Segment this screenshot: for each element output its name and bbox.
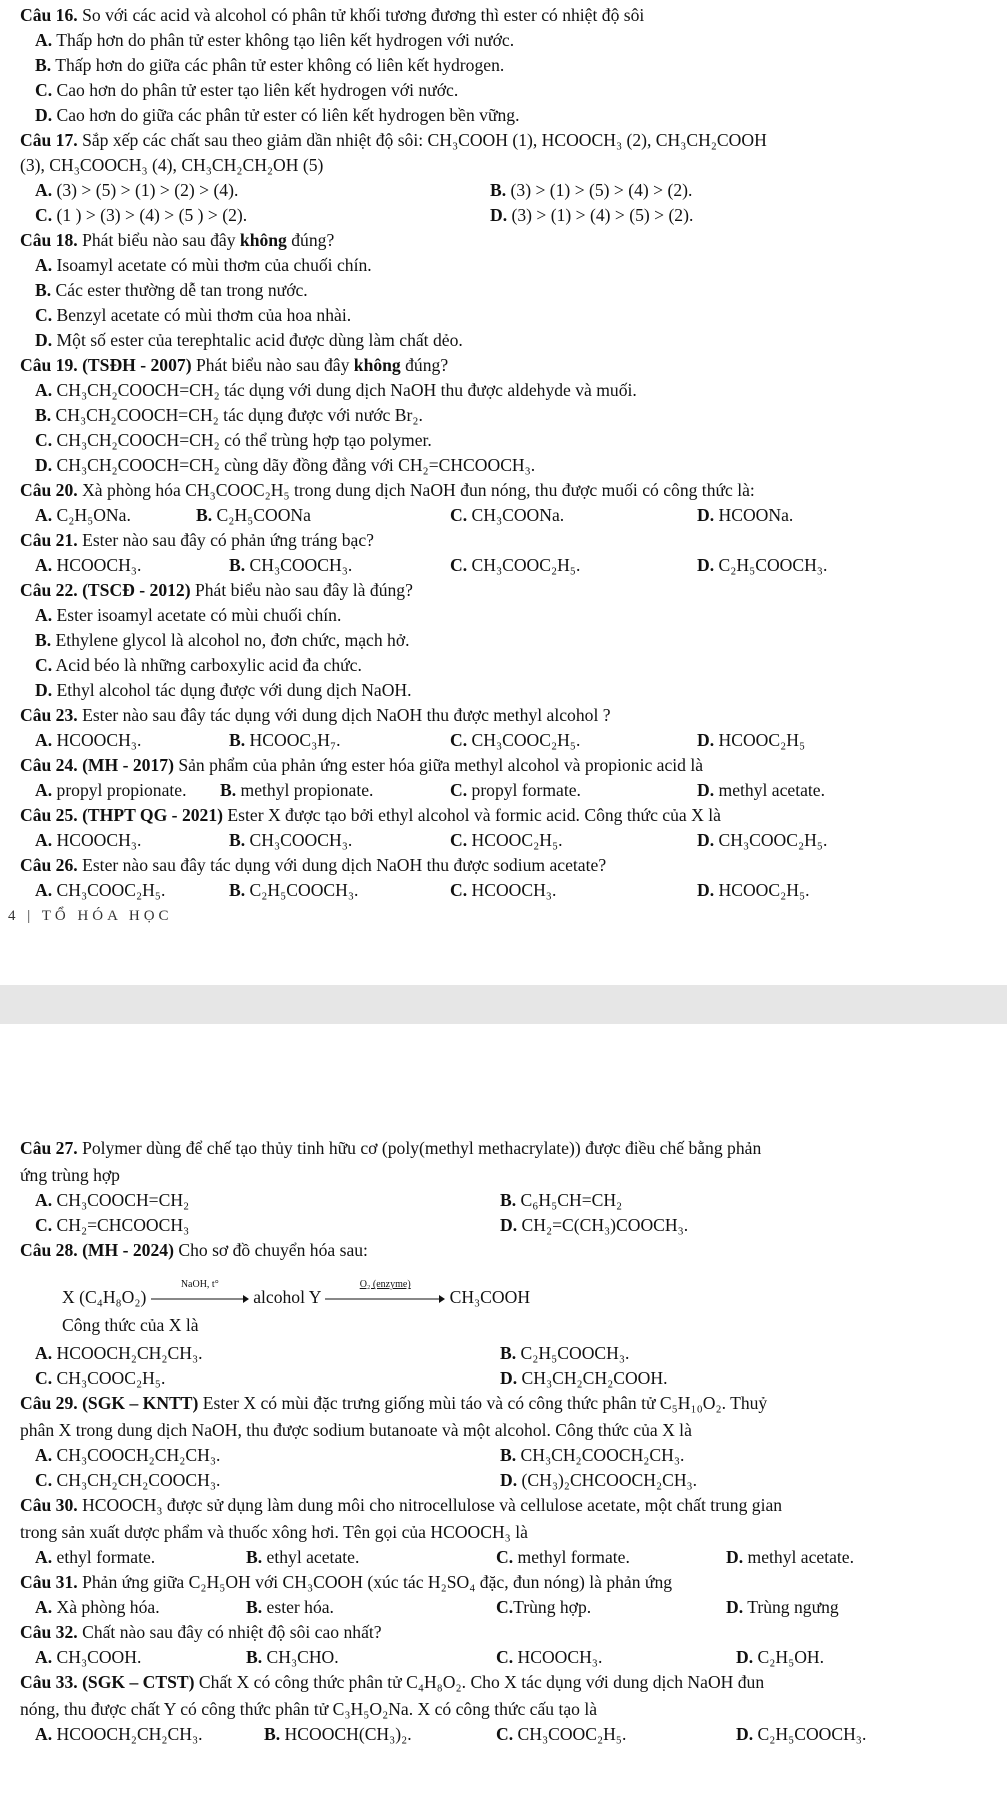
q32-option-b: B. CH₃CHO. bbox=[246, 1647, 339, 1667]
question-27-cont: ứng trùng hợp bbox=[20, 1165, 120, 1185]
page-2 bbox=[0, 1024, 1007, 1801]
q16-option-a: A. Thấp hơn do phân tử ester không tạo liên kết hydrogen với nước. bbox=[35, 30, 515, 50]
q32-option-d: D. C₂H₅OH. bbox=[736, 1647, 825, 1667]
question-16 bbox=[20, 4, 644, 27]
q23-option-c: C. CH₃COOC₂H₅. bbox=[450, 730, 581, 750]
q18-option-c: C. Benzyl acetate có mùi thơm của hoa nhài. bbox=[35, 305, 352, 325]
question-29: Câu 29. (SGK – KNTT) Ester X có mùi đặc trưng giống mùi táo và có công thức phân tử C₅H₁₀O₂. Thuỷ bbox=[20, 1393, 768, 1413]
q21-option-d: D. C₂H₅COOCH₃. bbox=[697, 555, 828, 575]
q19-option-c: C. CH₃CH₂COOCH=CH₂ có thể trùng hợp tạo polymer. bbox=[35, 430, 432, 450]
question-text: So với các acid và alcohol có phân tử khối tương đương thì ester có nhiệt độ sôi bbox=[77, 5, 645, 25]
q31-option-d: D. Trùng ngưng bbox=[726, 1597, 839, 1617]
q27-option-d: D. CH₂=C(CH₃)COOCH₃. bbox=[500, 1215, 689, 1235]
q22-option-b: B. Ethylene glycol là alcohol no, đơn chức, mạch hở. bbox=[35, 630, 410, 650]
question-32: Câu 32. Chất nào sau đây có nhiệt độ sôi cao nhất? bbox=[20, 1622, 382, 1642]
scheme-end: CH₃COOH bbox=[449, 1287, 531, 1307]
q33-option-d: D. C₂H₅COOCH₃. bbox=[736, 1724, 867, 1744]
q30-option-b: B. ethyl acetate. bbox=[246, 1547, 360, 1567]
q20-option-a: A. C₂H₅ONa. bbox=[35, 505, 131, 525]
question-17: Câu 17. Sắp xếp các chất sau theo giảm dần nhiệt độ sôi: CH₃COOH (1), HCOOCH₃ (2), CH₃CH₂COOH bbox=[20, 130, 767, 150]
q24-option-b: B. methyl propionate. bbox=[220, 780, 374, 800]
q30-option-d: D. methyl acetate. bbox=[726, 1547, 854, 1567]
q22-option-a: A. Ester isoamyl acetate có mùi chuối chín. bbox=[35, 605, 342, 625]
q21-option-c: C. CH₃COOC₂H₅. bbox=[450, 555, 581, 575]
q28-option-a: A. HCOOCH₂CH₂CH₃. bbox=[35, 1343, 203, 1363]
q22-option-c: C. Acid béo là những carboxylic acid đa chức. bbox=[35, 655, 362, 675]
question-28: Câu 28. (MH - 2024) Cho sơ đồ chuyển hóa sau: bbox=[20, 1240, 368, 1260]
q26-option-b: B. C₂H₅COOCH₃. bbox=[229, 880, 359, 900]
q21-option-b: B. CH₃COOCH₃. bbox=[229, 555, 353, 575]
q32-option-a: A. CH₃COOH. bbox=[35, 1647, 142, 1667]
q31-option-a: A. Xà phòng hóa. bbox=[35, 1597, 160, 1617]
conversion-scheme bbox=[62, 1279, 531, 1310]
q31-option-c: C.Trùng hợp. bbox=[496, 1597, 592, 1617]
q25-option-a: A. HCOOCH₃. bbox=[35, 830, 142, 850]
q17-option-b: B. (3) > (1) > (5) > (4) > (2). bbox=[490, 180, 693, 200]
question-number: Câu 16. bbox=[20, 5, 78, 25]
question-26: Câu 26. Ester nào sau đây tác dụng với dung dịch NaOH thu được sodium acetate? bbox=[20, 855, 607, 875]
q28-option-c: C. CH₃COOC₂H₅. bbox=[35, 1368, 166, 1388]
question-18: Câu 18. Phát biểu nào sau đây không đúng? bbox=[20, 230, 335, 250]
q25-option-d: D. CH₃COOC₂H₅. bbox=[697, 830, 828, 850]
q28-option-b: B. C₂H₅COOCH₃. bbox=[500, 1343, 630, 1363]
page-footer: 4 | TỔ HÓA HỌC bbox=[8, 908, 173, 924]
q23-option-a: A. HCOOCH₃. bbox=[35, 730, 142, 750]
question-28-ask: Công thức của X là bbox=[62, 1315, 199, 1335]
q20-option-c: C. CH₃COONa. bbox=[450, 505, 565, 525]
q27-option-b: B. C₆H₅CH=CH₂ bbox=[500, 1190, 623, 1210]
q33-option-c: C. CH₃COOC₂H₅. bbox=[496, 1724, 627, 1744]
question-21: Câu 21. Ester nào sau đây có phản ứng tráng bạc? bbox=[20, 530, 374, 550]
q18-option-d: D. Một số ester của terephtalic acid được dùng làm chất dẻo. bbox=[35, 330, 463, 350]
q19-option-b: B. CH₃CH₂COOCH=CH₂ tác dụng được với nước Br₂. bbox=[35, 405, 423, 425]
q23-option-b: B. HCOOC₃H₇. bbox=[229, 730, 341, 750]
question-25: Câu 25. (THPT QG - 2021) Ester X được tạo bởi ethyl alcohol và formic acid. Công thức của X là bbox=[20, 805, 721, 825]
q24-option-c: C. propyl formate. bbox=[450, 780, 581, 800]
question-27: Câu 27. Polymer dùng để chế tạo thủy tinh hữu cơ (poly(methyl methacrylate)) được điều chế bằng phản bbox=[20, 1138, 762, 1158]
q30-option-a: A. ethyl formate. bbox=[35, 1547, 156, 1567]
q24-option-d: D. methyl acetate. bbox=[697, 780, 825, 800]
q17-option-c: C. (1 ) > (3) > (4) > (5 ) > (2). bbox=[35, 205, 248, 225]
question-23: Câu 23. Ester nào sau đây tác dụng với dung dịch NaOH thu được methyl alcohol ? bbox=[20, 705, 611, 725]
scheme-x: X (C₄H₈O₂) bbox=[62, 1287, 147, 1307]
question-30: Câu 30. HCOOCH₃ được sử dụng làm dung môi cho nitrocellulose và cellulose acetate, một chất trung gian bbox=[20, 1495, 783, 1515]
q18-option-b: B. Các ester thường dễ tan trong nước. bbox=[35, 280, 308, 300]
q17-option-a: A. (3) > (5) > (1) > (2) > (4). bbox=[35, 180, 239, 200]
question-33-cont: nóng, thu được chất Y có công thức phân tử C₃H₅O₂Na. X có công thức cấu tạo là bbox=[20, 1699, 598, 1719]
q29-option-b: B. CH₃CH₂COOCH₂CH₃. bbox=[500, 1445, 685, 1465]
q32-option-c: C. HCOOCH₃. bbox=[496, 1647, 603, 1667]
q33-option-a: A. HCOOCH₂CH₂CH₃. bbox=[35, 1724, 203, 1744]
q21-option-a: A. HCOOCH₃. bbox=[35, 555, 142, 575]
q16-option-c: C. Cao hơn do phân tử ester tạo liên kết hydrogen với nước. bbox=[35, 80, 459, 100]
q23-option-d: D. HCOOC₂H₅ bbox=[697, 730, 806, 750]
question-33: Câu 33. (SGK – CTST) Chất X có công thức phân tử C₄H₈O₂. Cho X tác dụng với dung dịch NaOH đun bbox=[20, 1672, 765, 1692]
question-17-cont: (3), CH₃COOCH₃ (4), CH₃CH₂CH₂OH (5) bbox=[20, 155, 324, 175]
q16-option-d: D. Cao hơn do giữa các phân tử ester có liên kết hydrogen bền vững. bbox=[35, 105, 520, 125]
q20-option-b: B. C₂H₅COONa bbox=[196, 505, 311, 525]
question-20: Câu 20. Xà phòng hóa CH₃COOC₂H₅ trong dung dịch NaOH đun nóng, thu được muối có công thức là: bbox=[20, 480, 755, 500]
question-30-cont: trong sản xuất dược phẩm và thuốc xông hơi. Tên gọi của HCOOCH₃ là bbox=[20, 1522, 528, 1542]
q26-option-c: C. HCOOCH₃. bbox=[450, 880, 557, 900]
q28-option-d: D. CH₃CH₂CH₂COOH. bbox=[500, 1368, 668, 1388]
arrow-1: NaOH, t° bbox=[151, 1287, 249, 1310]
question-22: Câu 22. (TSCĐ - 2012) Phát biểu nào sau đây là đúng? bbox=[20, 580, 413, 600]
q27-option-c: C. CH₂=CHCOOCH₃ bbox=[35, 1215, 190, 1235]
q25-option-b: B. CH₃COOCH₃. bbox=[229, 830, 353, 850]
q26-option-d: D. HCOOC₂H₅. bbox=[697, 880, 810, 900]
question-31: Câu 31. Phản ứng giữa C₂H₅OH với CH₃COOH (xúc tác H₂SO₄ đặc, đun nóng) là phản ứng bbox=[20, 1572, 673, 1592]
q25-option-c: C. HCOOC₂H₅. bbox=[450, 830, 563, 850]
arrow-2: O₂ (enzyme) bbox=[325, 1287, 445, 1310]
q17-option-d: D. (3) > (1) > (4) > (5) > (2). bbox=[490, 205, 694, 225]
q29-option-d: D. (CH₃)₂CHCOOCH₂CH₃. bbox=[500, 1470, 698, 1490]
scheme-y: alcohol Y bbox=[253, 1287, 321, 1307]
q24-option-a: A. propyl propionate. bbox=[35, 780, 187, 800]
q26-option-a: A. CH₃COOC₂H₅. bbox=[35, 880, 166, 900]
question-29-cont: phân X trong dung dịch NaOH, thu được sodium butanoate và một alcohol. Công thức của X là bbox=[20, 1420, 692, 1440]
q19-option-a: A. CH₃CH₂COOCH=CH₂ tác dụng với dung dịch NaOH thu được aldehyde và muối. bbox=[35, 380, 637, 400]
q29-option-c: C. CH₃CH₂CH₂COOCH₃. bbox=[35, 1470, 221, 1490]
q33-option-b: B. HCOOCH(CH₃)₂. bbox=[264, 1724, 412, 1744]
q16-option-b: B. Thấp hơn do giữa các phân tử ester không có liên kết hydrogen. bbox=[35, 55, 505, 75]
q27-option-a: A. CH₃COOCH=CH₂ bbox=[35, 1190, 190, 1210]
q22-option-d: D. Ethyl alcohol tác dụng được với dung dịch NaOH. bbox=[35, 680, 412, 700]
q30-option-c: C. methyl formate. bbox=[496, 1547, 630, 1567]
q29-option-a: A. CH₃COOCH₂CH₂CH₃. bbox=[35, 1445, 221, 1465]
q19-option-d: D. CH₃CH₂COOCH=CH₂ cùng dãy đồng đẳng với CH₂=CHCOOCH₃. bbox=[35, 455, 536, 475]
q18-option-a: A. Isoamyl acetate có mùi thơm của chuối chín. bbox=[35, 255, 372, 275]
q31-option-b: B. ester hóa. bbox=[246, 1597, 334, 1617]
question-19: Câu 19. (TSĐH - 2007) Phát biểu nào sau đây không đúng? bbox=[20, 355, 449, 375]
q20-option-d: D. HCOONa. bbox=[697, 505, 794, 525]
question-24: Câu 24. (MH - 2017) Sản phẩm của phản ứng ester hóa giữa methyl alcohol và propionic acid là bbox=[20, 755, 704, 775]
page-gap bbox=[0, 985, 1007, 1024]
